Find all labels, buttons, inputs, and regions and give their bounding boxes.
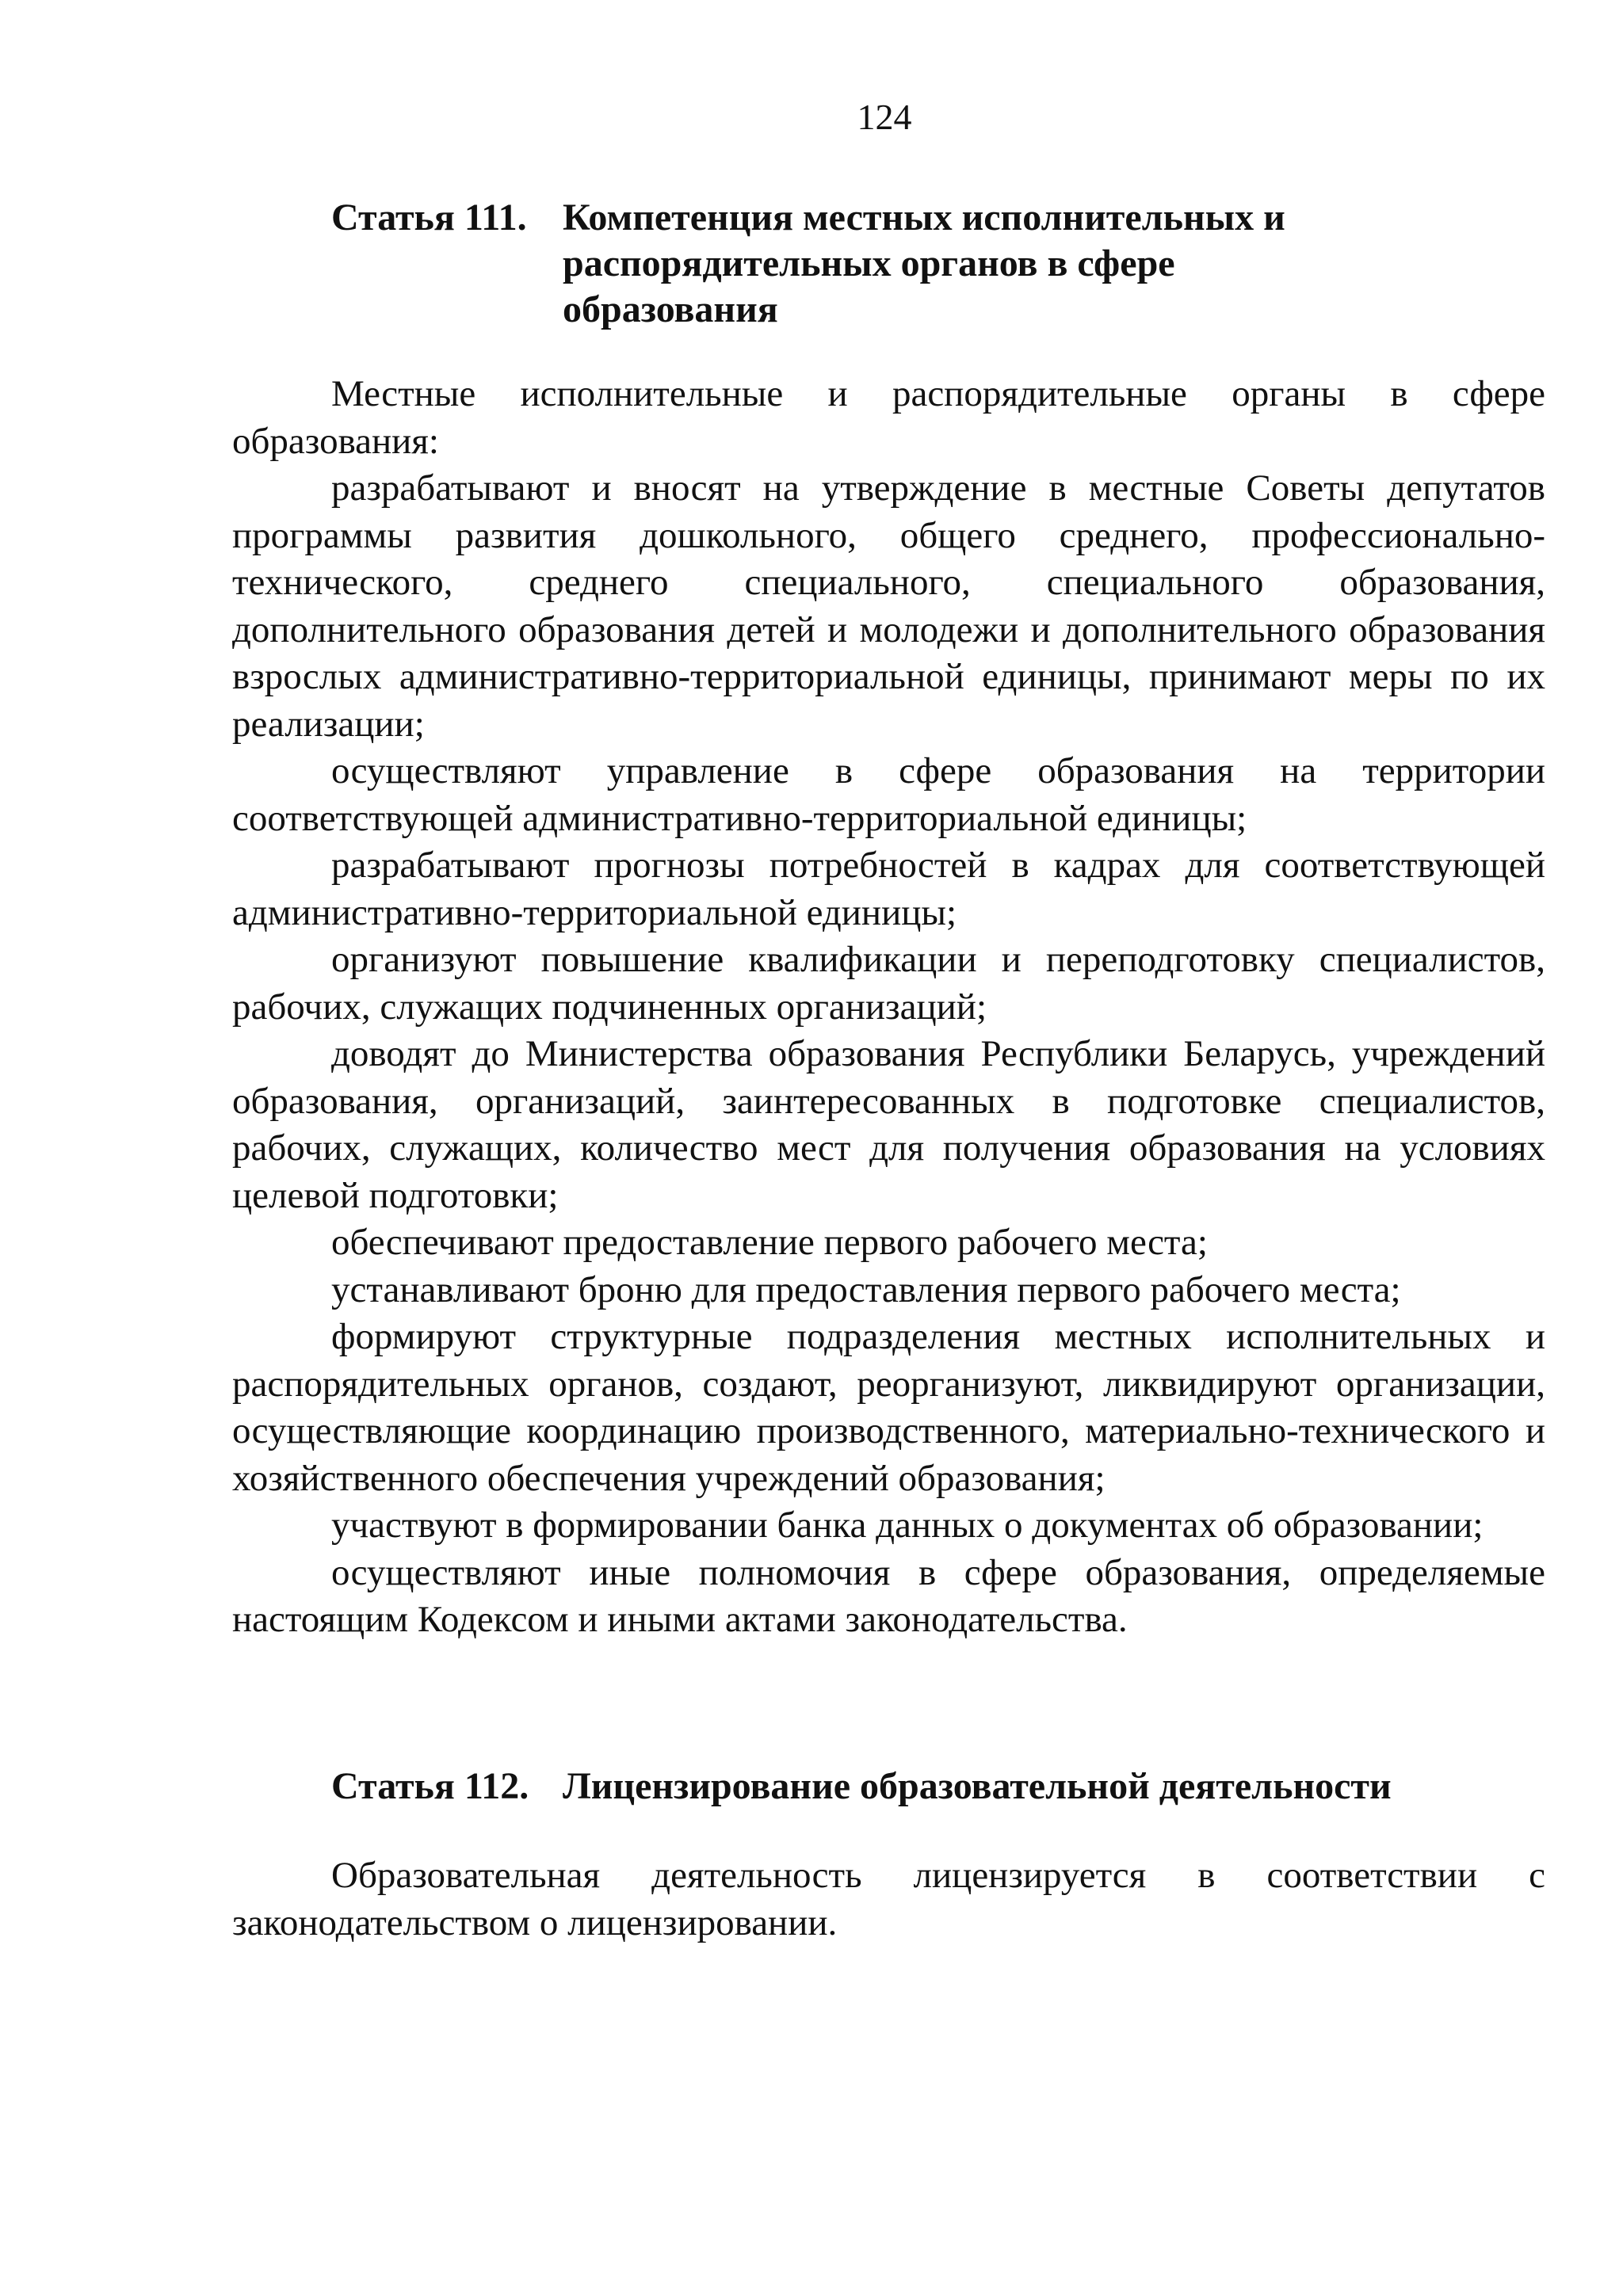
paragraph: осуществляют иные полномочия в сфере образования, определяемые настоящим Кодексом и иными актами законодательства. [232,1551,1545,1640]
paragraph: разрабатывают прогнозы потребностей в кадрах для соответствующей административно-территориальной единицы; [232,845,1545,933]
paragraph: обеспечивают предоставление первого рабочего места; [331,1222,1208,1263]
article-112-body [232,1852,1545,1947]
paragraph: формируют структурные подразделения местных исполнительных и распорядительных органов, создают, реорганизуют, ликвидируют организации, осуществляющие координацию производственного, материально-технического и хозяйственного обеспечения учреждений образования; [232,1316,1545,1499]
paragraph: доводят до Министерства образования Республики Беларусь, учреждений образования, организаций, заинтересованных в подготовке специалистов, рабочих, служащих, количество мест для получения образования на условиях целевой подготовки; [232,1033,1545,1216]
article-111-body [232,371,1545,1644]
paragraph: Местные исполнительные и распорядительные органы в сфере образования: [232,373,1545,462]
paragraph: устанавливают броню для предоставления первого рабочего места; [331,1268,1401,1310]
article-112-number: Статья 112. [331,1765,529,1807]
paragraph: Образовательная деятельность лицензируется в соответствии с законодательством о лицензировании. [232,1855,1545,1943]
article-112-heading [331,1764,1514,1810]
paragraph: осуществляют управление в сфере образования на территории соответствующей административно-территориальной единицы; [232,750,1545,839]
paragraph: организуют повышение квалификации и переподготовку специалистов, рабочих, служащих подчиненных организаций; [232,939,1545,1028]
article-111-title: Компетенция местных исполнительных и распорядительных органов в сфере образования [563,196,1285,330]
article-112-title: Лицензирование образовательной деятельности [563,1765,1392,1807]
article-111-heading [331,195,1323,333]
page-number: 124 [857,97,912,137]
paragraph: разрабатывают и вносят на утверждение в местные Советы депутатов программы развития дошкольного, общего среднего, профессионально-технического, среднего специального, специального образования, дополнительного образования детей и молодежи и дополнительного образования взрослых административно-территориальной единицы, принимают меры по их реализации; [232,467,1545,745]
paragraph: участвуют в формировании банка данных о документах об образовании; [331,1505,1484,1546]
article-111-number: Статья 111. [331,196,527,238]
